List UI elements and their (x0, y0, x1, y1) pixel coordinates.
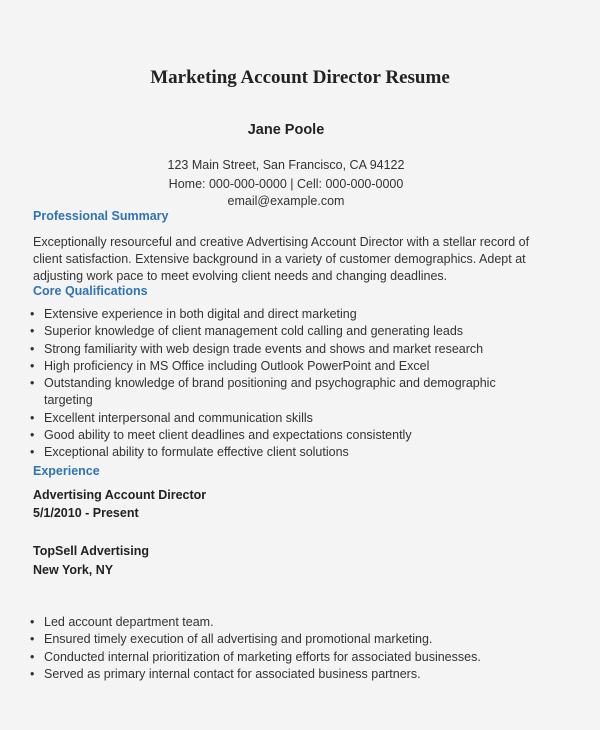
section-heading-experience: Experience (33, 464, 100, 478)
contact-email: email@example.com (227, 194, 345, 208)
list-item: • Conducted internal prioritization of marketing efforts for associated businesses. (30, 649, 481, 664)
document-title: Marketing Account Director Resume (150, 67, 450, 88)
list-item: • Outstanding knowledge of brand positioning and psychographic and demographic targeting (30, 376, 496, 408)
duties-list (30, 614, 570, 683)
job-title: Advertising Account Director (33, 488, 207, 502)
list-item: • Good ability to meet client deadlines and expectations consistently (30, 428, 412, 443)
list-item: • Strong familiarity with web design trade events and shows and market research (30, 341, 484, 356)
company-location: New York, NY (33, 563, 114, 577)
list-item: • Led account department team. (30, 615, 214, 629)
company-name: TopSell Advertising (33, 544, 149, 558)
list-item: • Exceptional ability to formulate effective client solutions (30, 445, 349, 460)
contact-phones: Home: 000-000-0000 | Cell: 000-000-0000 (168, 177, 404, 191)
candidate-name: Jane Poole (247, 122, 325, 138)
list-item: • Served as primary internal contact for associated business partners. (30, 666, 421, 681)
professional-summary-text: Exceptionally resourceful and creative Advertising Account Director with a stellar record of client satisfaction. Extensive background in a variety of customer demographics. Adept at adjusting work pace to meet evolving client needs and changing deadlines. (33, 235, 530, 283)
list-item: • Superior knowledge of client management cold calling and generating leads (30, 324, 464, 339)
qualifications-list (30, 306, 570, 462)
contact-address: 123 Main Street, San Francisco, CA 94122 (167, 158, 405, 172)
list-item: • High proficiency in MS Office including Outlook PowerPoint and Excel (30, 358, 430, 373)
section-heading-summary: Professional Summary (33, 209, 169, 223)
list-item: • Excellent interpersonal and communication skills (30, 410, 313, 425)
list-item: • Extensive experience in both digital and direct marketing (30, 307, 357, 321)
section-heading-qualifications: Core Qualifications (33, 284, 148, 298)
job-dates: 5/1/2010 - Present (33, 506, 139, 520)
list-item: • Ensured timely execution of all advertising and promotional marketing. (30, 632, 433, 647)
